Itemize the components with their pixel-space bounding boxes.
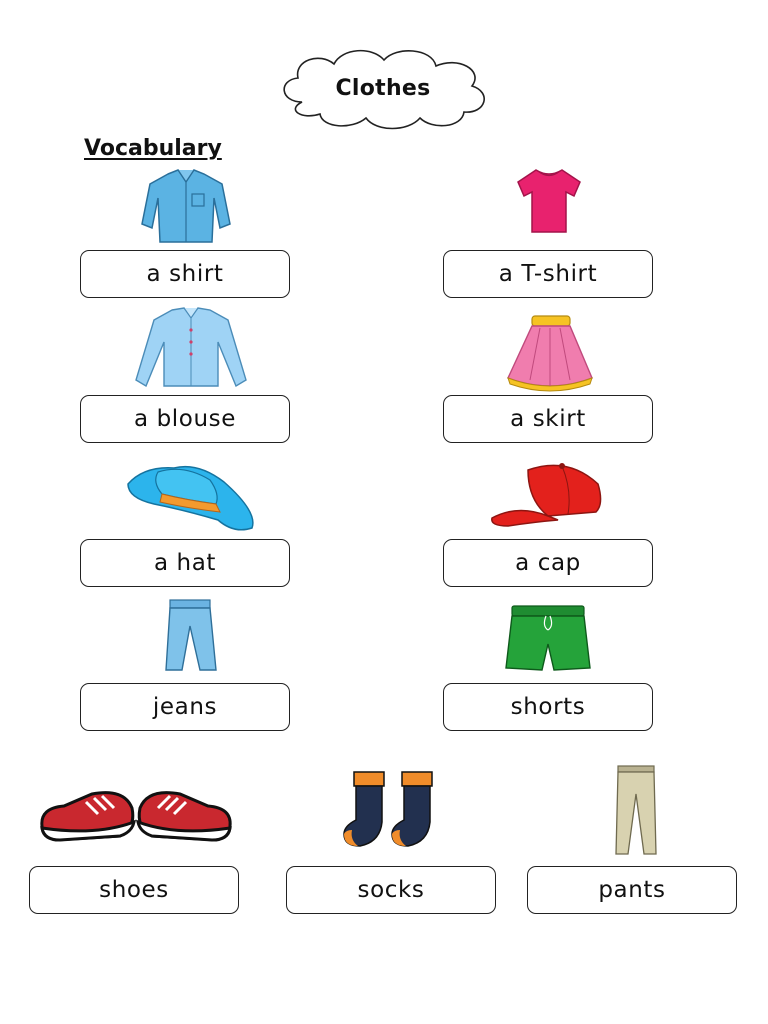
label-shirt: a shirt	[80, 250, 290, 298]
jeans-icon	[162, 598, 218, 674]
label-skirt: a skirt	[443, 395, 653, 443]
pants-icon	[614, 764, 658, 856]
shoes-icon	[36, 784, 236, 846]
label-hat: a hat	[80, 539, 290, 587]
title-cloud	[272, 44, 494, 132]
shorts-icon	[504, 604, 592, 672]
section-heading: Vocabulary	[84, 136, 222, 161]
label-socks: socks	[286, 866, 496, 914]
hat-icon	[124, 460, 260, 534]
blouse-icon	[132, 306, 250, 390]
label-t-shirt: a T-shirt	[443, 250, 653, 298]
page-title: Clothes	[335, 75, 431, 101]
label-jeans: jeans	[80, 683, 290, 731]
socks-icon	[340, 770, 440, 850]
label-blouse: a blouse	[80, 395, 290, 443]
skirt-icon	[504, 314, 594, 392]
shirt-icon	[138, 168, 234, 246]
label-pants: pants	[527, 866, 737, 914]
t-shirt-icon	[514, 166, 584, 236]
label-shorts: shorts	[443, 683, 653, 731]
cap-icon	[488, 460, 606, 532]
label-cap: a cap	[443, 539, 653, 587]
label-shoes: shoes	[29, 866, 239, 914]
